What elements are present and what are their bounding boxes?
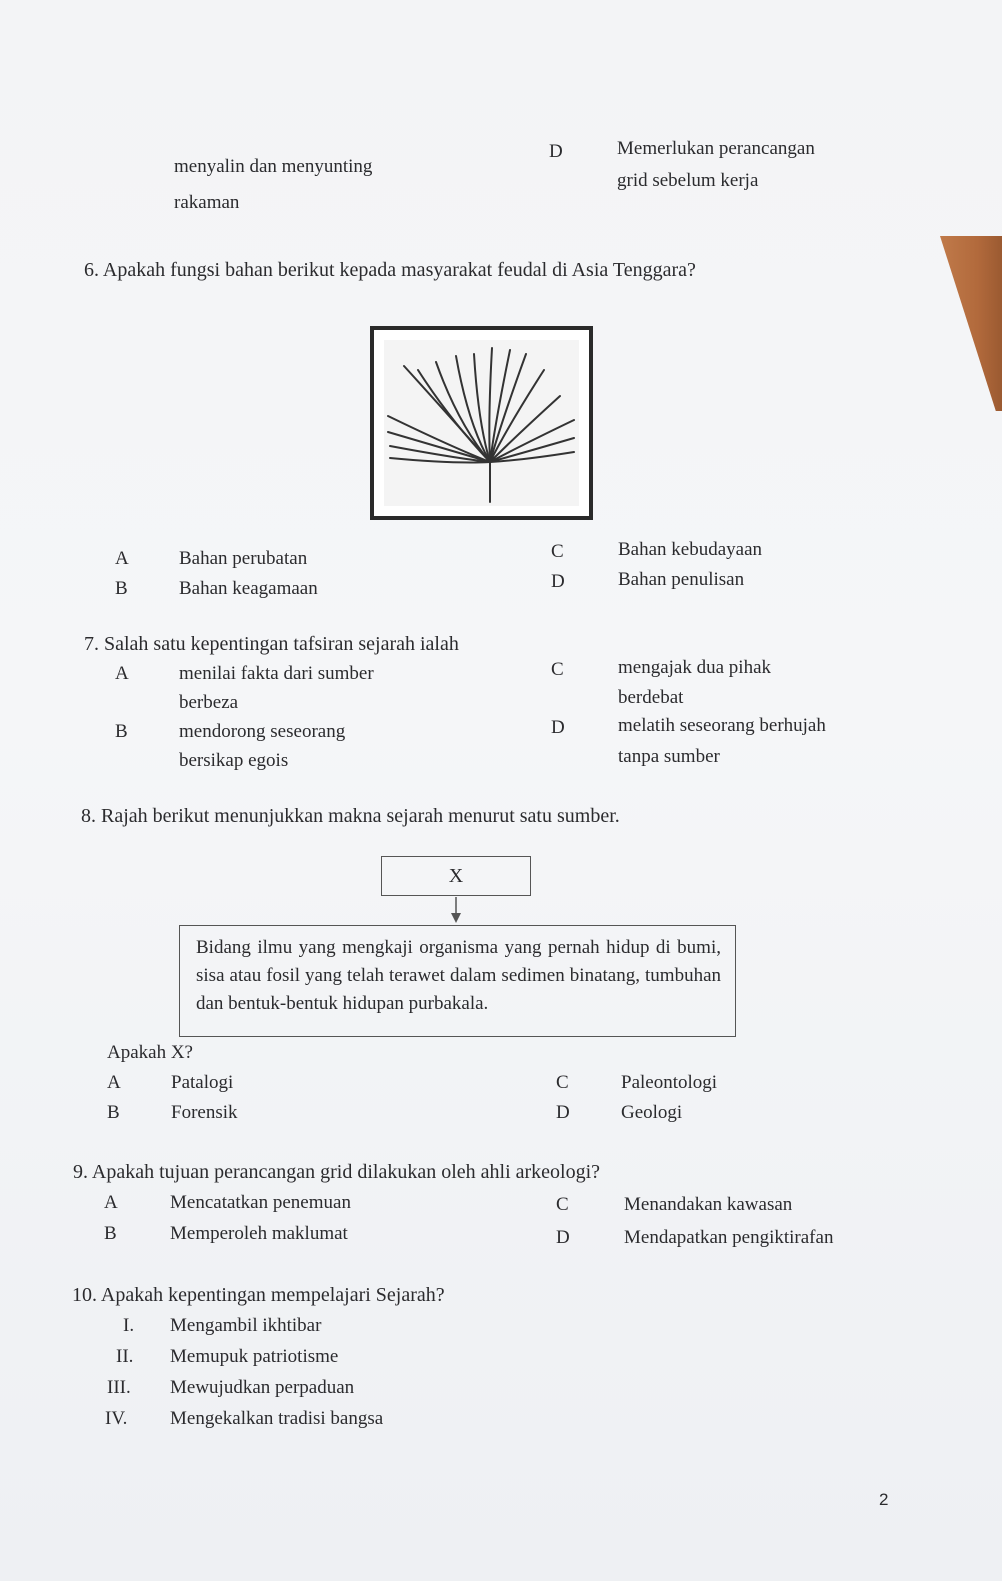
q6-option-a-letter: A: [115, 548, 129, 569]
q6-option-b-letter: B: [115, 578, 128, 599]
q8-option-a-text: Patalogi: [171, 1072, 234, 1093]
q6-option-d-letter: D: [551, 571, 565, 592]
page-number: 2: [879, 1490, 889, 1509]
q8-option-b-text: Forensik: [171, 1102, 238, 1123]
q9-option-d-text: Mendapatkan pengiktirafan: [624, 1227, 834, 1248]
q10-item-2-text: Memupuk patriotisme: [170, 1346, 339, 1367]
q7-option-a-line2: berbeza: [179, 692, 239, 713]
q8-option-c-text: Paleontologi: [621, 1072, 718, 1093]
q8-question: Apakah X?: [107, 1042, 193, 1063]
down-arrow-icon: [448, 897, 464, 925]
q6-option-b-text: Bahan keagamaan: [179, 578, 318, 599]
q9-option-c-text: Menandakan kawasan: [624, 1194, 793, 1215]
prev-option-d-line2: grid sebelum kerja: [617, 170, 759, 191]
question-6-stem: 6. Apakah fungsi bahan berikut kepada masyarakat feudal di Asia Tenggara?: [84, 259, 696, 281]
q6-option-d-text: Bahan penulisan: [618, 569, 745, 590]
prev-option-d-letter: D: [549, 141, 563, 162]
q7-option-d-line2: tanpa sumber: [618, 746, 720, 767]
q9-option-b-letter: B: [104, 1223, 117, 1244]
q7-option-b-line2: bersikap egois: [179, 750, 289, 771]
q9-option-d-letter: D: [556, 1227, 570, 1248]
prev-option-c-line1: menyalin dan menyunting: [174, 156, 373, 177]
q9-option-b-text: Memperoleh maklumat: [170, 1223, 348, 1244]
q10-item-2-numeral: II.: [116, 1346, 134, 1367]
q7-option-b-letter: B: [115, 721, 128, 742]
diagram-box-x: [381, 856, 531, 896]
q8-option-c-letter: C: [556, 1072, 569, 1093]
q10-item-1-numeral: I.: [123, 1315, 135, 1336]
question-8-stem: 8. Rajah berikut menunjukkan makna sejarah menurut satu sumber.: [81, 805, 620, 827]
palm-leaf-illustration: [370, 326, 593, 520]
q7-option-c-line1: mengajak dua pihak: [618, 657, 772, 678]
q7-option-a-line1: menilai fakta dari sumber: [179, 663, 374, 684]
q9-option-a-letter: A: [104, 1192, 118, 1213]
q6-option-c-text: Bahan kebudayaan: [618, 539, 763, 560]
q10-item-3-numeral: III.: [107, 1377, 131, 1398]
q8-option-b-letter: B: [107, 1102, 120, 1123]
question-9-stem: 9. Apakah tujuan perancangan grid dilakukan oleh ahli arkeologi?: [73, 1161, 601, 1183]
q7-option-b-line1: mendorong seseorang: [179, 721, 346, 742]
q8-option-a-letter: A: [107, 1072, 121, 1093]
question-10-stem: 10. Apakah kepentingan mempelajari Sejarah?: [72, 1284, 445, 1306]
q9-option-c-letter: C: [556, 1194, 569, 1215]
q9-option-a-text: Mencatatkan penemuan: [170, 1192, 351, 1213]
q8-option-d-text: Geologi: [621, 1102, 683, 1123]
question-7-stem: 7. Salah satu kepentingan tafsiran sejarah ialah: [84, 633, 459, 655]
q6-option-a-text: Bahan perubatan: [179, 548, 308, 569]
q10-item-1-text: Mengambil ikhtibar: [170, 1315, 322, 1336]
q7-option-d-line1: melatih seseorang berhujah: [618, 715, 826, 736]
q10-item-4-text: Mengekalkan tradisi bangsa: [170, 1408, 384, 1429]
diagram-definition-box: [179, 925, 736, 1037]
q7-option-c-letter: C: [551, 659, 564, 680]
q8-option-d-letter: D: [556, 1102, 570, 1123]
q7-option-a-letter: A: [115, 663, 129, 684]
prev-option-c-line2: rakaman: [174, 192, 240, 213]
diagram-box-x-label: X: [448, 864, 464, 887]
q7-option-c-line2: berdebat: [618, 687, 684, 708]
q10-item-4-numeral: IV.: [105, 1408, 128, 1429]
definition-text: Bidang ilmu yang mengkaji organisma yang pernah hidup di bumi, sisa atau fosil yang telah terawet dalam sedimen binatang, tumbuhan dan bentuk-bentuk hidupan purbakala.: [196, 937, 721, 1014]
q6-option-c-letter: C: [551, 541, 564, 562]
q7-option-d-letter: D: [551, 717, 565, 738]
prev-option-d-line1: Memerlukan perancangan: [617, 138, 815, 159]
palm-leaf-icon: [384, 340, 579, 506]
q10-item-3-text: Mewujudkan perpaduan: [170, 1377, 355, 1398]
